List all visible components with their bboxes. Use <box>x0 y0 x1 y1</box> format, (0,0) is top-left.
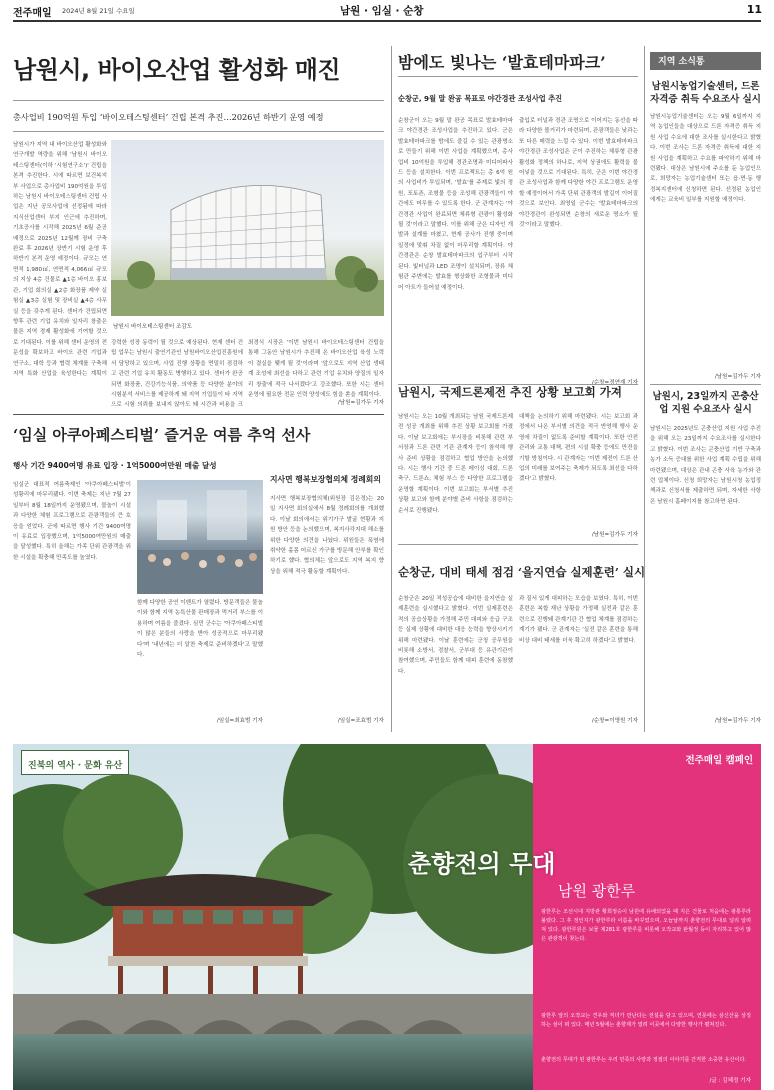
side2-headline: 남원시, 23일까지 곤충산업 지원 수요조사 실시 <box>652 391 759 415</box>
promo-body1: 광한루는 조선시대 지방관 황희정승이 남원에 유배되었을 때 지은 건물로 처음에는 광통루라 불렸다. 그 후 정인지가 광한루라 이름을 바꾸었으며, 오늘날까지 춘향전의 무대로 널리 알려져 있다. 광한루원은 보물 제281호 광한루를 비롯해 오작교와 완월정 등이 자리하고 있어 많은 관광객이 찾는다. <box>541 909 751 942</box>
imsil-credit: /임실=최효범 기자 <box>216 718 263 724</box>
side1-credit: /남원=김가두 기자 <box>714 374 761 380</box>
imsil-col2: 함께 다양한 공연 이벤트가 열렸다. 방문객들은 물놀이와 함께 지역 농특산물 판매장과 먹거리 부스를 이용하며 여름을 즐겼다. 심민 군수는 '아쿠아페스티벌이 많은 분들의 사랑을 받아 성공적으로 마무리됐다'며 '내년에는 더 알찬 축제로 준비하겠다'고 말했다. <box>137 600 263 659</box>
lead-col2: 강력한 성장 동력이 될 것으로 예상된다. 현재 센터 건립 업무는 남원시 출연기관인 남원바이오산업진흥원에서 담당하고 있으며, 사업 진행 상황을 면밀히 점검하고 관련 기업 유치 활동도 병행하고 있다. 센터가 완공되면 화장품, 건강기능식품, 의약품 등 다양한 분야의 시험분석 서비스를 제공하게 돼 지역 기업들이 타 지역으로 시험 의뢰를 보내지 않아도 돼 시간과 비용을 크 <box>111 340 243 408</box>
lead-subhead: 총사업비 190억원 투입 ‘바이오테스팅센터’ 건립 본격 추진…2026년 하반기 운영 예정 <box>13 112 324 122</box>
drill-credit: /순창=이영원 기자 <box>591 718 638 724</box>
side2-credit: /남원=김가두 기자 <box>714 718 761 724</box>
imsil-col1: 임실군 대표적 여름축제인 '아쿠아페스티벌'이 성황리에 마무리됐다. 이번 축제는 지난 7월 27일부터 8월 18일까지 운영됐으며, 물놀이 시설과 다양한 체험 프로그램으로 관광객들의 큰 호응을 얻었다. 군에 따르면 행사 기간 9400여명이 유료로 입장했으며, 1억5000여만원의 매출을 달성했다. 특히 올해는 가족 단위 관광객을 위한 시설을 확충해 만족도를 높였다. <box>13 482 131 561</box>
lead-credit: /남원=김가두 기자 <box>337 400 384 406</box>
promo-photo <box>13 744 533 1090</box>
promo-title: 춘향전의 무대 <box>408 849 556 878</box>
crowd-photo <box>137 490 263 594</box>
sidebar-header <box>650 52 761 70</box>
fire-headline: 지사면 행복보장협의체 정례회의 <box>270 475 381 484</box>
lead-col1: 남원시가 지역 내 바이오산업 활성화와 연구개발 역량을 위해 '남원시 바이오테스팅센터(이하 '시험연구소')' 건립을 본격 추진한다. 시에 따르면 보건복지부 사업으로 총사업비 190억원을 투입하는 남원시 바이오테스팅센터 건립 사업은 지난 공모사업에 선정됨에 따라 지식산업센터 부지 인근에 추진하며, 기초공사를 시작해 2025년 6월 준공 예정으로 2025년 12월께 장비 구축 완료 후 2026년 상반기 시험 운영 후 하반기 본격 운영 예정이다. 규모는 연면적 1,980㎡, 연면적 4,066㎡ 규모의 지상 4층 건물로 ▲1층 바이오 홍보관, 기업 회의실 ▲2층 화장품 제약 실험실 ▲3층 실험 및 장비실 ▲4층 사무실 등을 갖추게 된다. 센터가 건립되면 향후 관련 기업 유치와 일자리 창출은 물론 지역 경제 활성화에 기여할 것으로 기대된다. 이를 위해 센터 운영의 전문성을 확보하고 바이오 관련 기업과 연구소, 대학 등과 협력 체계를 구축해 지역 특화 산업을 육성한다는 계획이 <box>13 142 107 377</box>
page-number: 11 <box>746 3 762 16</box>
conf-col1: 남원시는 오는 10월 개최되는 남원 국제드론제전 성공 개최를 위해 추진 상황 보고회를 가졌다. 이날 보고회에는 부시장을 비롯해 관련 부서장과 드론 관련 기관 관계자 등이 참석해 행사 준비 상황을 점검하고 협업 방안을 논의했다. 시는 행사 기간 중 드론 레이싱 대회, 드론 축구, 드론쇼, 체험 부스 등 다양한 프로그램을 운영할 계획이다. 이번 보고회는 부서별 추진 상황 보고와 함께 분야별 준비 사항을 점검하는 순서로 진행됐다. <box>398 414 513 514</box>
promo-place: 남원 광한루 <box>558 882 636 900</box>
lead-photo <box>111 140 384 316</box>
drill-headline: 순창군, 대비 태세 점검 ‘을지연습 실제훈련’ 실시 <box>398 565 646 579</box>
promo-banner <box>13 744 761 1090</box>
lead-col3: 최경식 시장은 '이번 남원시 바이오테스팅센터 건립을 통해 그동안 남원시가 추진해 온 바이오산업 육성 노력이 결실을 맺게 될 것'이라며 '앞으로도 지역 산업 생태계 조성에 최선을 다하고 관련 기업 유치와 양질의 일자리 창출에 적극 나서겠다'고 강조했다. 또한 시는 센터 운영에 필요한 전문 인력 양성에도 힘을 쏟을 계획이다. <box>248 340 384 398</box>
fest-subhead: 순창군, 9월 말 완공 목표로 야간경관 조성사업 추진 <box>398 94 563 103</box>
paper-name: 전주매일 <box>13 8 52 19</box>
fire-credit: /임실=조효범 기자 <box>337 718 384 724</box>
fest-col1: 순창군이 오는 9월 말 완공 목표로 발효테마파크 야간경관 조성사업을 추진하고 있다. 군은 발효테마파크를 밤에도 즐길 수 있는 관광명소로 만들기 위해 이번 사업을 계획했으며, 총사업비 10억원을 투입해 경관조명과 미디어파사드 등을 설치한다. 이번 프로젝트는 총 6억 원의 사업비가 투입되며, '발효'를 주제로 빛의 정원, 포토존, 조형물 등을 조성해 관광객들이 야간에도 머무를 수 있도록 한다. 군 관계자는 '야간경관 사업이 완료되면 체류형 관광이 활성화될 것'이라고 말했다. 이를 위해 군은 디자인 개발과 설계를 마쳤고, 현재 공사가 진행 중이며 일정에 맞춰 차질 없이 마무리할 계획이다. 야간경관은 순창 발효테마파크의 입구부터 시작된다. 빛터널과 LED 조명이 설치되며, 장류 체험관 주변에는 발효를 형상화한 조형물과 미디어 아트가 들어설 예정이다. <box>398 118 513 291</box>
section-title: 남원 · 임실 · 순창 <box>340 5 424 17</box>
promo-series-label: 진북의 역사 · 문화 유산 <box>28 761 123 771</box>
fest-credit: /순창=정연재 기자 <box>591 380 638 386</box>
imsil-headline: ‘임실 아쿠아페스티벌’ 즐거운 여름 추억 선사 <box>13 426 311 444</box>
fest-headline: 밤에도 빛나는 ‘발효테마파크’ <box>398 53 606 72</box>
conf-credit: /남원=김가두 기자 <box>591 532 638 538</box>
promo-credit: /글 : 김혜정 기자 <box>709 1078 751 1084</box>
promo-body3: 춘향전의 무대가 된 광한루는 우리 민족의 사랑과 정절의 이야기를 간직한 소중한 유산이다. <box>541 1057 747 1063</box>
side2-body: 남원시는 2025년도 곤충산업 지원 사업 추진을 위해 오는 23일까지 수요조사를 실시한다고 밝혔다. 이번 조사는 곤충산업 기반 구축과 농가 소득 증대를 위한 사업 계획 수립을 위해 마련됐으며, 대상은 관내 곤충 사육 농가와 관련 업체이다. 신청 희망자는 남원시청 농업정책과로 신청서를 제출하면 되며, 자세한 사항은 남원시 홈페이지를 참고하면 된다. <box>650 426 761 505</box>
fire-col1: 지사면 행복보장협의체(위원장 김은정)는 20일 지사면 회의실에서 8월 정례회의를 개최했다. 이날 회의에서는 위기가구 발굴 현황과 지원 방안 등을 논의했으며, 복지사각지대 해소를 위한 다양한 의견을 나눴다. 위원들은 폭염에 취약한 홀몸 어르신 가구를 방문해 안부를 확인하기로 했다. 협의체는 앞으로도 지역 복지 향상을 위해 적극 활동할 계획이다. <box>270 496 384 575</box>
promo-campaign: 전주매일 캠페인 <box>685 755 753 766</box>
imsil-photo <box>137 480 263 594</box>
sidebar-header-label: 지역 소식통 <box>658 57 705 67</box>
masthead-rule <box>13 20 761 22</box>
side1-headline: 남원시농업기술센터, 드론 자격증 취득 수요조사 실시 <box>650 81 761 105</box>
lead-headline: 남원시, 바이오산업 활성화 매진 <box>13 56 341 84</box>
promo-body2: 광한루 앞의 오작교는 견우와 직녀가 만난다는 전설을 담고 있으며, 연못에는 삼신산을 상징하는 섬이 떠 있다. 매년 5월에는 춘향제가 열려 이곳에서 다양한 행사가 펼쳐진다. <box>541 1013 751 1028</box>
issue-date: 2024년 8월 21일 수요일 <box>62 7 135 15</box>
lead-photo-caption: 남원시 바이오테스팅센터 조감도 <box>113 324 193 330</box>
imsil-subhead: 행사 기간 9400여명 유료 입장 · 1억5000여만원 매출 달성 <box>13 461 217 470</box>
fest-col2: 출입로 터널과 경관 조명으로 이어지는 동선을 따라 다양한 볼거리가 마련되며, 관광객들은 낮과는 또 다른 매력을 느낄 수 있다. 이번 발효테마파크 야간경관 조성사업은 군이 추진하는 체류형 관광 활성화 정책의 하나로, 지역 상권에도 활력을 불어넣을 것으로 기대된다. 특히, 군은 이번 야간경관 조성사업과 함께 다양한 야간 프로그램도 운영할 예정이어서 가족 단위 관광객의 발길이 이어질 것으로 보인다. 최영일 군수는 '발효테마파크의 야간경관이 완성되면 순창의 새로운 명소가 될 것'이라고 말했다. <box>519 118 638 229</box>
building-rendering <box>111 185 384 316</box>
masthead <box>0 0 774 22</box>
drill-col2: 과 질서 있게 대피하는 모습을 보였다. 특히, 이번 훈련은 복합 재난 상황을 가정해 실전과 같은 훈련으로 진행돼 관계기관 간 협업 체계를 점검하는 계기가 됐다. 군 관계자는 '실전 같은 훈련을 통해 비상 대비 태세를 더욱 확고히 하겠다'고 밝혔다. <box>519 596 638 644</box>
side1-body: 남원시농업기술센터는 오는 9월 6일까지 지역 농업인들을 대상으로 드론 자격증 취득 지원 사업 수요에 대한 조사를 실시한다고 밝혔다. 이번 조사는 드론 자격증 취득에 대한 지원 사업을 계획하고 수요를 파악하기 위해 마련됐다. 대상은 남원시에 주소를 둔 농업인으로, 희망자는 농업기술센터 또는 읍·면·동 행정복지센터에 신청하면 된다. 선정된 농업인에게는 교육비 일부를 지원할 예정이다. <box>650 114 761 204</box>
promo-series-tag <box>21 750 129 775</box>
drill-col1: 순창군은 20일 적성공습에 대비한 을지연습 실제훈련을 실시했다고 밝혔다. 이번 실제훈련은 적의 공습상황을 가정해 주민 대피와 응급 구조 등 실제 상황에 대비한 대응 능력을 향상시키기 위해 마련됐다. 이날 훈련에는 군청 공무원을 비롯해 소방서, 경찰서, 군부대 등 유관기관이 참여했으며, 주민들도 함께 대피 훈련에 동참했다. <box>398 596 513 675</box>
conf-col2: 대책을 논의하기 위해 마련됐다. 시는 보고회 과정에서 나온 부서별 의견을 적극 반영해 행사 운영에 차질이 없도록 준비할 계획이다. 또한 안전 관리와 교통 대책, 편의 시설 확충 등에도 만전을 기할 방침이다. 시 관계자는 '이번 제전이 드론 산업의 미래를 보여주는 축제가 되도록 최선을 다하겠다'고 밝혔다. <box>519 414 638 483</box>
conf-headline: 남원시, 국제드론제전 추진 상황 보고회 가져 <box>398 385 622 399</box>
